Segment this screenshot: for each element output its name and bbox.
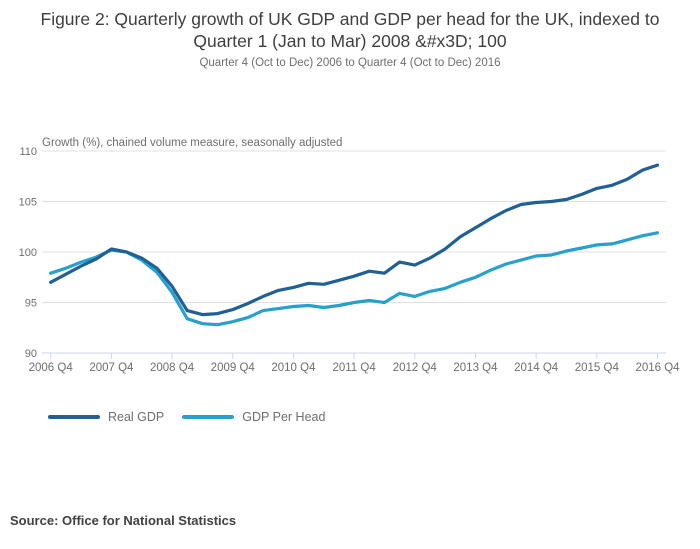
x-tick-label-2016 Q4: 2016 Q4 — [635, 362, 680, 374]
y-tick-label-105: 105 — [18, 196, 37, 209]
x-tick-label-2010 Q4: 2010 Q4 — [271, 362, 316, 374]
x-tick-label-2012 Q4: 2012 Q4 — [392, 362, 437, 374]
source-note: Source: Office for National Statistics — [10, 513, 237, 528]
x-tick-label-2013 Q4: 2013 Q4 — [453, 362, 498, 374]
legend-swatch-real-gdp — [48, 415, 100, 419]
x-tick-label-2006 Q4: 2006 Q4 — [28, 362, 73, 374]
x-tick-label-2011 Q4: 2011 Q4 — [332, 362, 376, 374]
legend-item-gdp-per-head[interactable] — [182, 410, 325, 424]
legend-label-real-gdp: Real GDP — [108, 409, 165, 424]
legend-label-gdp-per-head: GDP Per Head — [242, 409, 326, 424]
series-line-gdp-per-head — [51, 233, 658, 325]
series-line-real-gdp — [51, 165, 658, 315]
y-tick-label-100: 100 — [18, 247, 37, 259]
y-axis-note: Growth (%), chained volume measure, seasonally adjusted — [42, 137, 343, 149]
x-tick-label-2015 Q4: 2015 Q4 — [574, 362, 619, 374]
chart-legend — [48, 408, 325, 425]
chart-title: Figure 2: Quarterly growth of UK GDP and GDP per head for the UK, indexed to Quarter 1 (Jan to Mar) 2008 &#x3D; 100 — [40, 9, 660, 51]
legend-swatch-gdp-per-head — [182, 415, 234, 419]
y-tick-label-90: 90 — [24, 348, 37, 360]
x-tick-label-2008 Q4: 2008 Q4 — [149, 362, 195, 374]
y-tick-label-95: 95 — [24, 297, 37, 310]
x-tick-label-2007 Q4: 2007 Q4 — [89, 362, 134, 374]
y-tick-label-110: 110 — [19, 146, 37, 158]
chart-subtitle: Quarter 4 (Oct to Dec) 2006 to Quarter 4 (Oct to Dec) 2016 — [199, 57, 501, 69]
x-tick-label-2014 Q4: 2014 Q4 — [514, 362, 559, 374]
x-tick-label-2009 Q4: 2009 Q4 — [210, 362, 255, 374]
legend-item-real-gdp[interactable] — [48, 410, 164, 424]
